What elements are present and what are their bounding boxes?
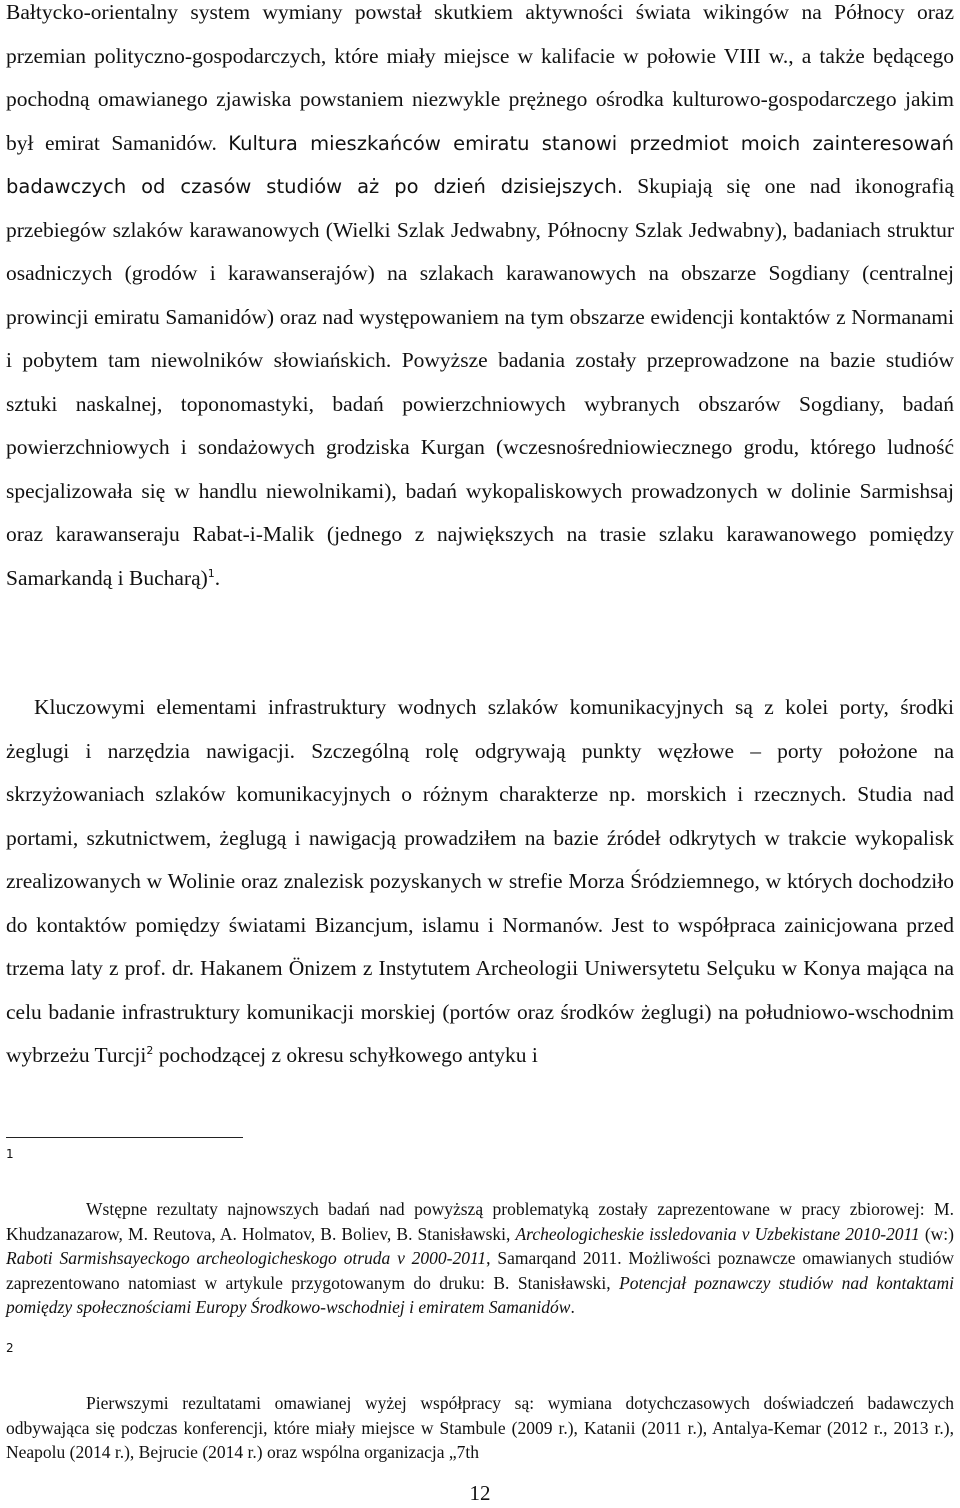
body-paragraph-1 [6, 0, 954, 600]
footnote-2-text: Pierwszymi rezultatami omawianej wyżej współpracy są: wymiana dotychczasowych doświadczeń badawczych odbywająca się podczas konferencji, które miały miejsce w Stambule (2009 r.), Katanii (2011 r.), Antalya-Kemar (2012 r., 2013 r.), Neapolu (2014 r.), Bejrucie (2014 r.) oraz wspólna organizacja „7th [6, 1393, 954, 1462]
body-paragraph-2 [6, 686, 954, 1078]
footnote-1-title-2: Raboti Sarmishsayeckogo archeologicheskogo otruda v 2000-2011 [6, 1248, 487, 1268]
paragraph-2-part-a: Kluczowymi elementami infrastruktury wodnych szlaków komunikacyjnych są z kolei porty, środki żeglugi i narzędzia nawigacji. Szczególną rolę odgrywają punkty węzłowe – porty położone na skrzyżowaniach szlaków komunikacyjnych o różnym charakterze np. morskich i rzecznych. Studia nad portami, szkutnictwem, żeglugą i nawigacją prowadziłem na bazie źródeł odkrytych w trakcie wykopalisk zrealizowanych w Wolinie oraz znalezisk pozyskanych w strefie Morza Śródziemnego, w których dochodziło do kontaktów pomiędzy światami Bizancjum, islamu i Normanów. Jest to współpraca zainicjowana przed trzema laty z prof. dr. Hakanem Önizem z Instytutem Archeologii Uniwersytetu Selçuku w Konya mająca na celu badanie infrastruktury komunikacji morskiej (portów oraz środków żeglugi) na południowo-wschodnim wybrzeżu Turcji [6, 695, 954, 1067]
footnote-1-text [6, 1197, 954, 1320]
footnote-1-title-3: Potencjał poznawczy studiów nad kontaktami pomiędzy społecznościami Europy Środkowo-wschodniej i emiratem Samanidów [6, 1272, 954, 1317]
paragraph-1-end: . [214, 565, 221, 590]
footnote-1-part-d: . [570, 1297, 575, 1317]
paragraph-1-part-a: Bałtycko-orientalny system wymiany powstał skutkiem aktywności świata wikingów na Północy oraz przemian polityczno-gospodarczych, które miały miejsce w kalifacie w połowie VIII w., a także będącego pochodną omawianego zjawiska powstaniem niezwykle prężnego ośrodka kulturowo-gospodarczego jakim był emirat Samanidów. [6, 0, 954, 155]
paragraph-1-part-d: Powyższe badania zostały przeprowadzone na bazie studiów sztuki naskalnej, toponomastyki, badań powierzchniowych wybranych obszarów Sogdiany, badań powierzchniowych i sondażowych grodziska Kurgan (wczesnośredniowiecznego grodu, którego ludność specjalizowała się w handlu niewolnikami), badań wykopaliskowych prowadzonych w dolinie Sarmishsaj oraz karawanseraju Rabat-i-Malik (jednego z największych na trasie szlaku karawanowego pomiędzy Samarkandą i Bucharą) [6, 348, 954, 590]
paragraph-1-part-b: Kultura mieszkańców emiratu stanowi przedmiot moich zainteresowań badawczych od czasów studiów aż po dzień dzisiejszych. [6, 131, 955, 198]
footnote-1-part-c: , Samarqand 2011. Możliwości poznawcze omawianych studiów zaprezentowano natomiast w artykule przygotowanym do druku: B. Stanisławski, [6, 1248, 954, 1293]
paragraph-1-part-c: Skupiają się one nad ikonografią przebiegów szlaków karawanowych (Wielki Szlak Jedwabny, Północny Szlak Jedwabny), badaniach struktur osadniczych (grodów i karawanserajów) na szlakach karawanowych na obszarze Sogdiany (centralnej prowincji emiratu Samanidów) oraz nad występowaniem na tym obszarze ewidencji kontaktów z Normanami i pobytem tam niewolników słowiańskich. [6, 174, 955, 372]
footnote-2-number: 2 [6, 1341, 14, 1355]
paragraph-2-part-b: pochodzącej z okresu schyłkowego antyku i [153, 1043, 538, 1067]
footnote-reference-1[interactable]: 1 [207, 566, 215, 580]
footnote-separator [6, 1137, 243, 1138]
footnote-1-title-1: Archeologicheskie issledovania v Uzbekistane 2010-2011 [515, 1223, 920, 1244]
footnote-reference-2[interactable]: 2 [146, 1043, 154, 1057]
footnote-1-part-b: (w:) [919, 1223, 954, 1244]
page-number: 12 [469, 1481, 491, 1505]
footnote-1-part-a: Wstępne rezultaty najnowszych badań nad powyższą problematyką zostały zaprezentowane w pracy zbiorowej: M. Khudzanazarow, M. Reutova, A. Holmatov, B. Boliev, B. Stanisławski, [6, 1199, 954, 1244]
footnote-1-number: 1 [6, 1147, 14, 1161]
